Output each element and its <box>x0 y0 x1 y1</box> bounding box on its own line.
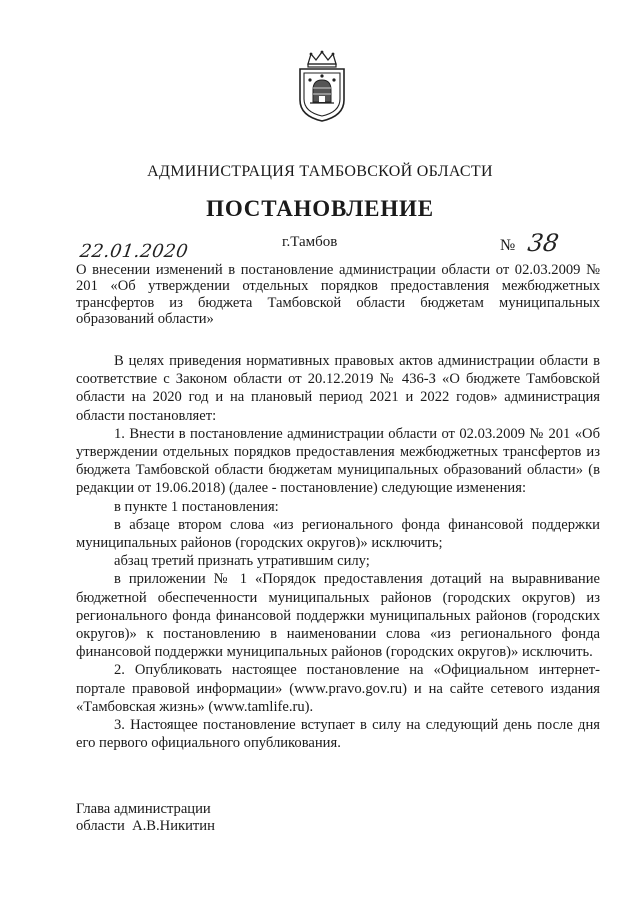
body-paragraph: В целях приведения нормативных правовых актов администрации области в соответствие с Законом области от 20.12.2019 № 436-З «О бюджете Тамбовской области на 2020 год и на плановый период 2021 и 2022 годов» администрация области постановляет: <box>76 353 600 424</box>
signature-position: Глава администрации <box>76 801 211 817</box>
body-paragraph: 2. Опубликовать настоящее постановление на «Официальном интернет-портале правовой информации» (www.pravo.gov.ru) и на сайте сетевого издания «Тамбовская жизнь» (www.tamlife.ru). <box>76 662 600 715</box>
document-number-label: № <box>500 237 516 254</box>
document-subject: О внесении изменений в постановление администрации области от 02.03.2009 № 201 «Об утверждении отдельных порядков предоставления межбюджетных трансфертов из бюджета Тамбовской области бюджетам муниципальных образований области» <box>76 262 600 328</box>
body-paragraph: в абзаце втором слова «из регионального фонда финансовой поддержки муниципальных районов (городских округов)» исключить; <box>76 516 600 552</box>
body-paragraph: абзац третий признать утратившим силу; <box>114 553 370 570</box>
document-date: 22.01.2020 <box>78 241 190 262</box>
coat-of-arms-icon <box>296 50 348 122</box>
body-paragraph: в приложении № 1 «Порядок предоставления дотаций на выравнивание бюджетной обеспеченности муниципальных районов (городских округов) из регионального фонда финансовой поддержки муниципальных районов (городских округов)» к постановлению в наименовании слова «из регионального фонда финансовой поддержки муниципальных районов (городских округов)» исключить. <box>76 571 600 661</box>
signature-block <box>76 801 215 834</box>
body-paragraph: в пункте 1 постановления: <box>114 498 279 515</box>
document-type-title: ПОСТАНОВЛЕНИЕ <box>206 196 434 221</box>
body-paragraph: 3. Настоящее постановление вступает в силу на следующий день после дня его первого официального опубликования. <box>76 717 600 752</box>
document-body <box>76 352 600 752</box>
organization-title: АДМИНИСТРАЦИЯ ТАМБОВСКОЙ ОБЛАСТИ <box>147 163 493 180</box>
document-number: 38 <box>526 229 561 257</box>
body-paragraph: 1. Внести в постановление администрации области от 02.03.2009 № 201 «Об утверждении отдельных порядков предоставления межбюджетных трансфертов из бюджета Тамбовской области бюджетам муниципальных образований области» (в редакции от 19.06.2018) (далее - постановление) следующие изменения: <box>76 425 600 497</box>
signature-name: области А.В.Никитин <box>76 817 215 834</box>
document-city: г.Тамбов <box>282 234 338 250</box>
